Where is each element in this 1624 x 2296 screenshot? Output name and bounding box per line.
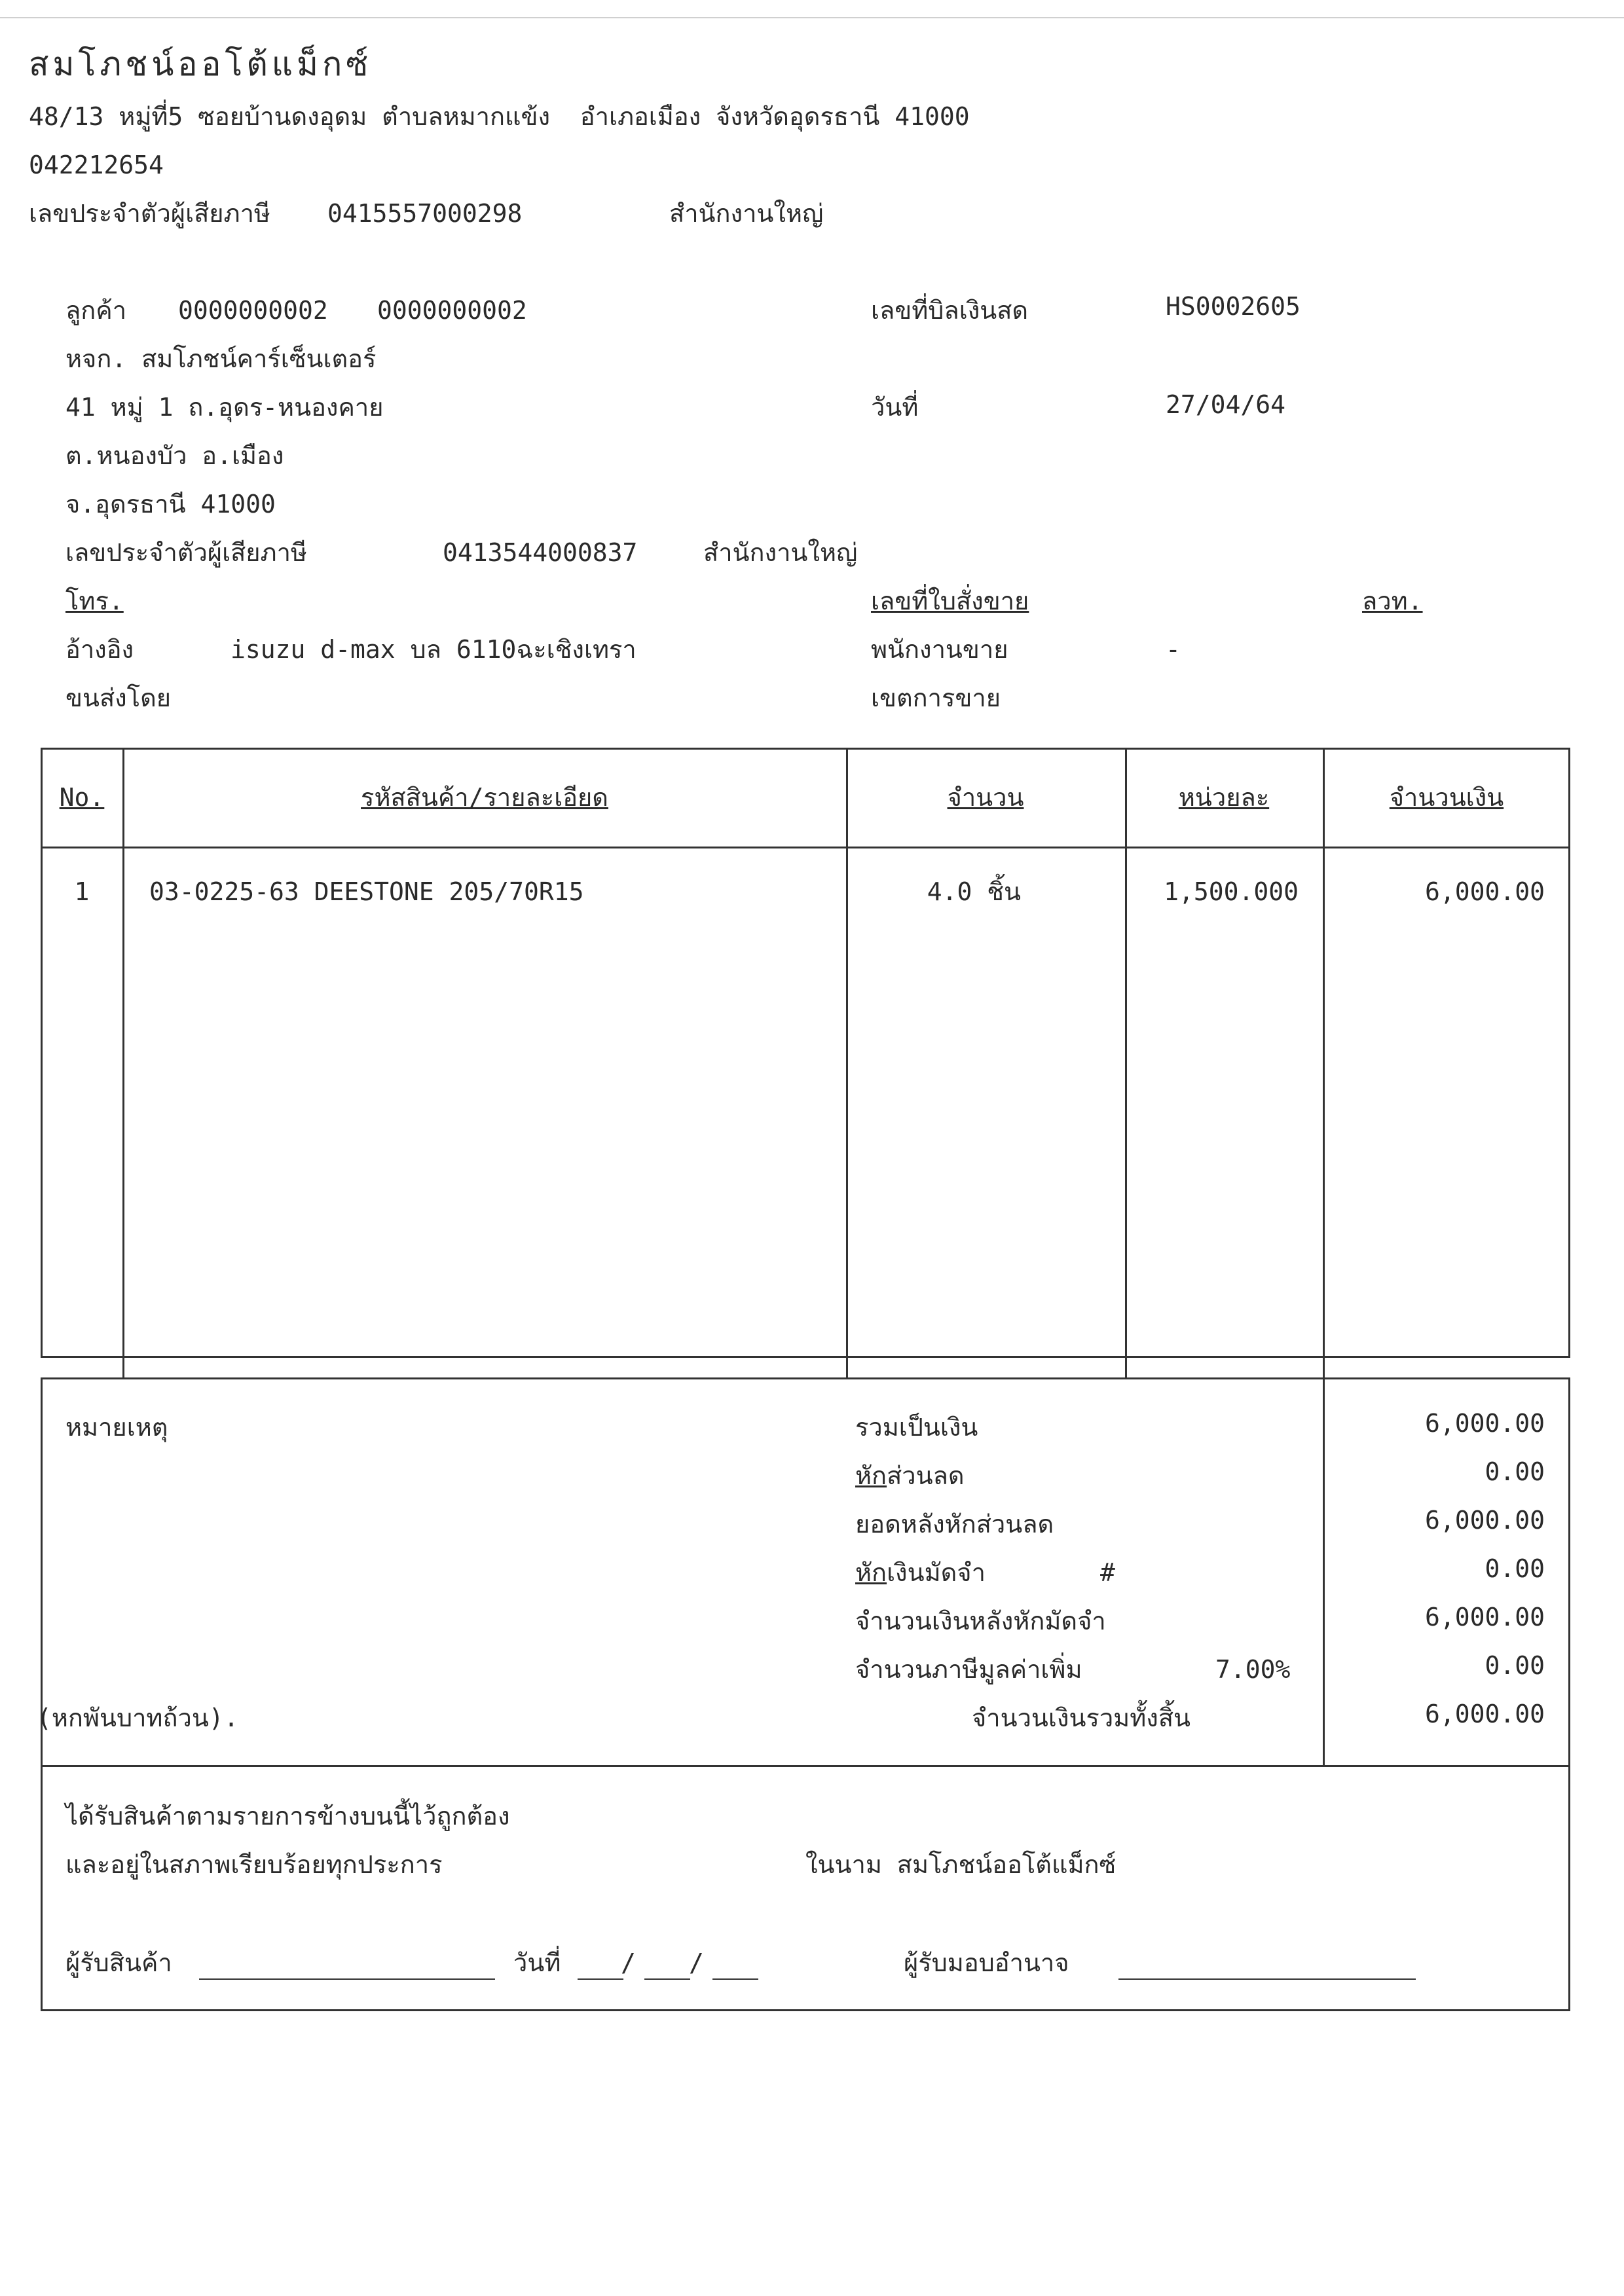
row-1-quantity: 4.0 ชิ้น — [927, 877, 1021, 906]
deposit-label: เงินมัดจำ — [887, 1558, 986, 1587]
col-divider-no — [122, 748, 124, 1379]
row-1-amount: 6,000.00 — [1424, 877, 1545, 906]
amount-in-words: (หกพันบาทถ้วน). — [37, 1704, 239, 1732]
bill-number-label: เลขที่บิลเงินสด — [871, 296, 1029, 325]
customer-address-2: ต.หนองบัว อ.เมือง — [65, 441, 284, 470]
shipping-label: ขนส่งโดย — [65, 683, 172, 712]
col-divider-unit — [1323, 748, 1325, 1379]
receiver-signature-line — [199, 1978, 495, 1980]
authorized-label: ผู้รับมอบอำนาจ — [904, 1948, 1069, 1977]
header-unit-price: หน่วยละ — [1178, 783, 1270, 812]
discount-label: ส่วนลด — [887, 1461, 965, 1490]
scan-top-edge — [0, 17, 1624, 18]
customer-phone-label: โทร. — [65, 587, 124, 615]
grand-total-label: จำนวนเงินรวมทั้งสิ้น — [972, 1704, 1190, 1732]
row-1-description: 03-0225-63 DEESTONE 205/70R15 — [149, 877, 584, 906]
bill-date-label: วันที่ — [871, 393, 919, 422]
customer-branch: สำนักงานใหญ่ — [703, 538, 858, 567]
on-behalf-of: ในนาม สมโภชน์ออโต้แม็กซ์ — [805, 1850, 1116, 1879]
after-discount-label: ยอดหลังหักส่วนลด — [855, 1510, 1054, 1539]
date-separator-2: / — [689, 1948, 704, 1977]
vat-label: จำนวนภาษีมูลค่าเพิ่ม — [855, 1655, 1082, 1684]
bill-date: 27/04/64 — [1166, 390, 1286, 419]
header-no: No. — [59, 783, 105, 812]
customer-name: หจก. สมโภชน์คาร์เซ็นเตอร์ — [65, 344, 377, 373]
date-separator-1: / — [621, 1948, 636, 1977]
after-deposit-label: จำนวนเงินหลังหักมัดจำ — [855, 1607, 1106, 1635]
remark-label: หมายเหตุ — [65, 1413, 168, 1442]
customer-tax-label: เลขประจำตัวผู้เสียภาษี — [65, 538, 307, 567]
company-branch: สำนักงานใหญ่ — [669, 199, 824, 228]
company-tax-label: เลขประจำตัวผู้เสียภาษี — [29, 199, 270, 228]
items-table — [41, 748, 1570, 1358]
bill-number: HS0002605 — [1166, 292, 1301, 321]
after-deposit-value: 6,000.00 — [1424, 1603, 1545, 1631]
receive-date-month-line — [644, 1978, 690, 1980]
customer-address-1: 41 หมู่ 1 ถ.อุดร-หนองคาย — [65, 393, 384, 422]
table-header-divider — [41, 847, 1570, 848]
reference-label: อ้างอิง — [65, 635, 134, 664]
authorized-signature-line — [1118, 1978, 1416, 1980]
vat-value: 0.00 — [1485, 1651, 1545, 1680]
summary-footer-divider — [41, 1765, 1570, 1767]
deposit-value: 0.00 — [1485, 1554, 1545, 1583]
salesperson-label: พนักงานขาย — [871, 635, 1008, 664]
vat-rate: 7.00% — [1215, 1655, 1291, 1684]
after-discount-value: 6,000.00 — [1424, 1506, 1545, 1535]
received-statement-2: และอยู่ในสภาพเรียบร้อยทุกประการ — [65, 1850, 443, 1879]
company-tax-id: 0415557000298 — [327, 199, 523, 228]
header-description: รหัสสินค้า/รายละเอียด — [361, 783, 608, 812]
company-phone: 042212654 — [29, 151, 164, 179]
company-name: สมโภชน์ออโต้แม็กซ์ — [29, 45, 373, 83]
col-divider-desc — [846, 748, 848, 1379]
company-address: 48/13 หมู่ที่5 ซอยบ้านดงอุดม ตำบลหมากแข้ง อำเภอเมือง จังหวัดอุดรธานี 41000 — [29, 102, 970, 131]
customer-tax-id: 0413544000837 — [443, 538, 638, 567]
receiver-label: ผู้รับสินค้า — [65, 1948, 172, 1977]
subtotal-label: รวมเป็นเงิน — [855, 1413, 978, 1442]
receive-date-day-line — [578, 1978, 623, 1980]
receive-date-year-line — [712, 1978, 758, 1980]
receive-date-label: วันที่ — [513, 1948, 561, 1977]
salesperson-value: - — [1166, 635, 1181, 664]
subtotal-value: 6,000.00 — [1424, 1409, 1545, 1438]
reference-value: isuzu d-max บล 6110ฉะเชิงเทรา — [231, 635, 637, 664]
customer-code-1: 0000000002 — [178, 296, 328, 325]
header-quantity: จำนวน — [947, 783, 1024, 812]
row-1-no: 1 — [74, 877, 90, 906]
col-divider-qty — [1125, 748, 1127, 1379]
discount-value: 0.00 — [1485, 1457, 1545, 1486]
deposit-mark: # — [1100, 1558, 1115, 1587]
deposit-prefix: หัก — [855, 1558, 887, 1587]
sales-order-label: เลขที่ใบสั่งขาย — [871, 587, 1029, 615]
sales-area-label: เขตการขาย — [871, 683, 1001, 712]
header-amount: จำนวนเงิน — [1389, 783, 1504, 812]
customer-label: ลูกค้า — [65, 296, 127, 325]
discount-prefix: หัก — [855, 1461, 887, 1490]
grand-total-value: 6,000.00 — [1424, 1700, 1545, 1728]
row-1-unit-price: 1,500.000 — [1164, 877, 1299, 906]
received-statement-1: ได้รับสินค้าตามรายการข้างบนนี้ไว้ถูกต้อง — [65, 1802, 510, 1831]
customer-code-2: 0000000002 — [377, 296, 527, 325]
sales-order-value: ลวท. — [1362, 587, 1423, 615]
customer-address-3: จ.อุดรธานี 41000 — [65, 490, 276, 519]
